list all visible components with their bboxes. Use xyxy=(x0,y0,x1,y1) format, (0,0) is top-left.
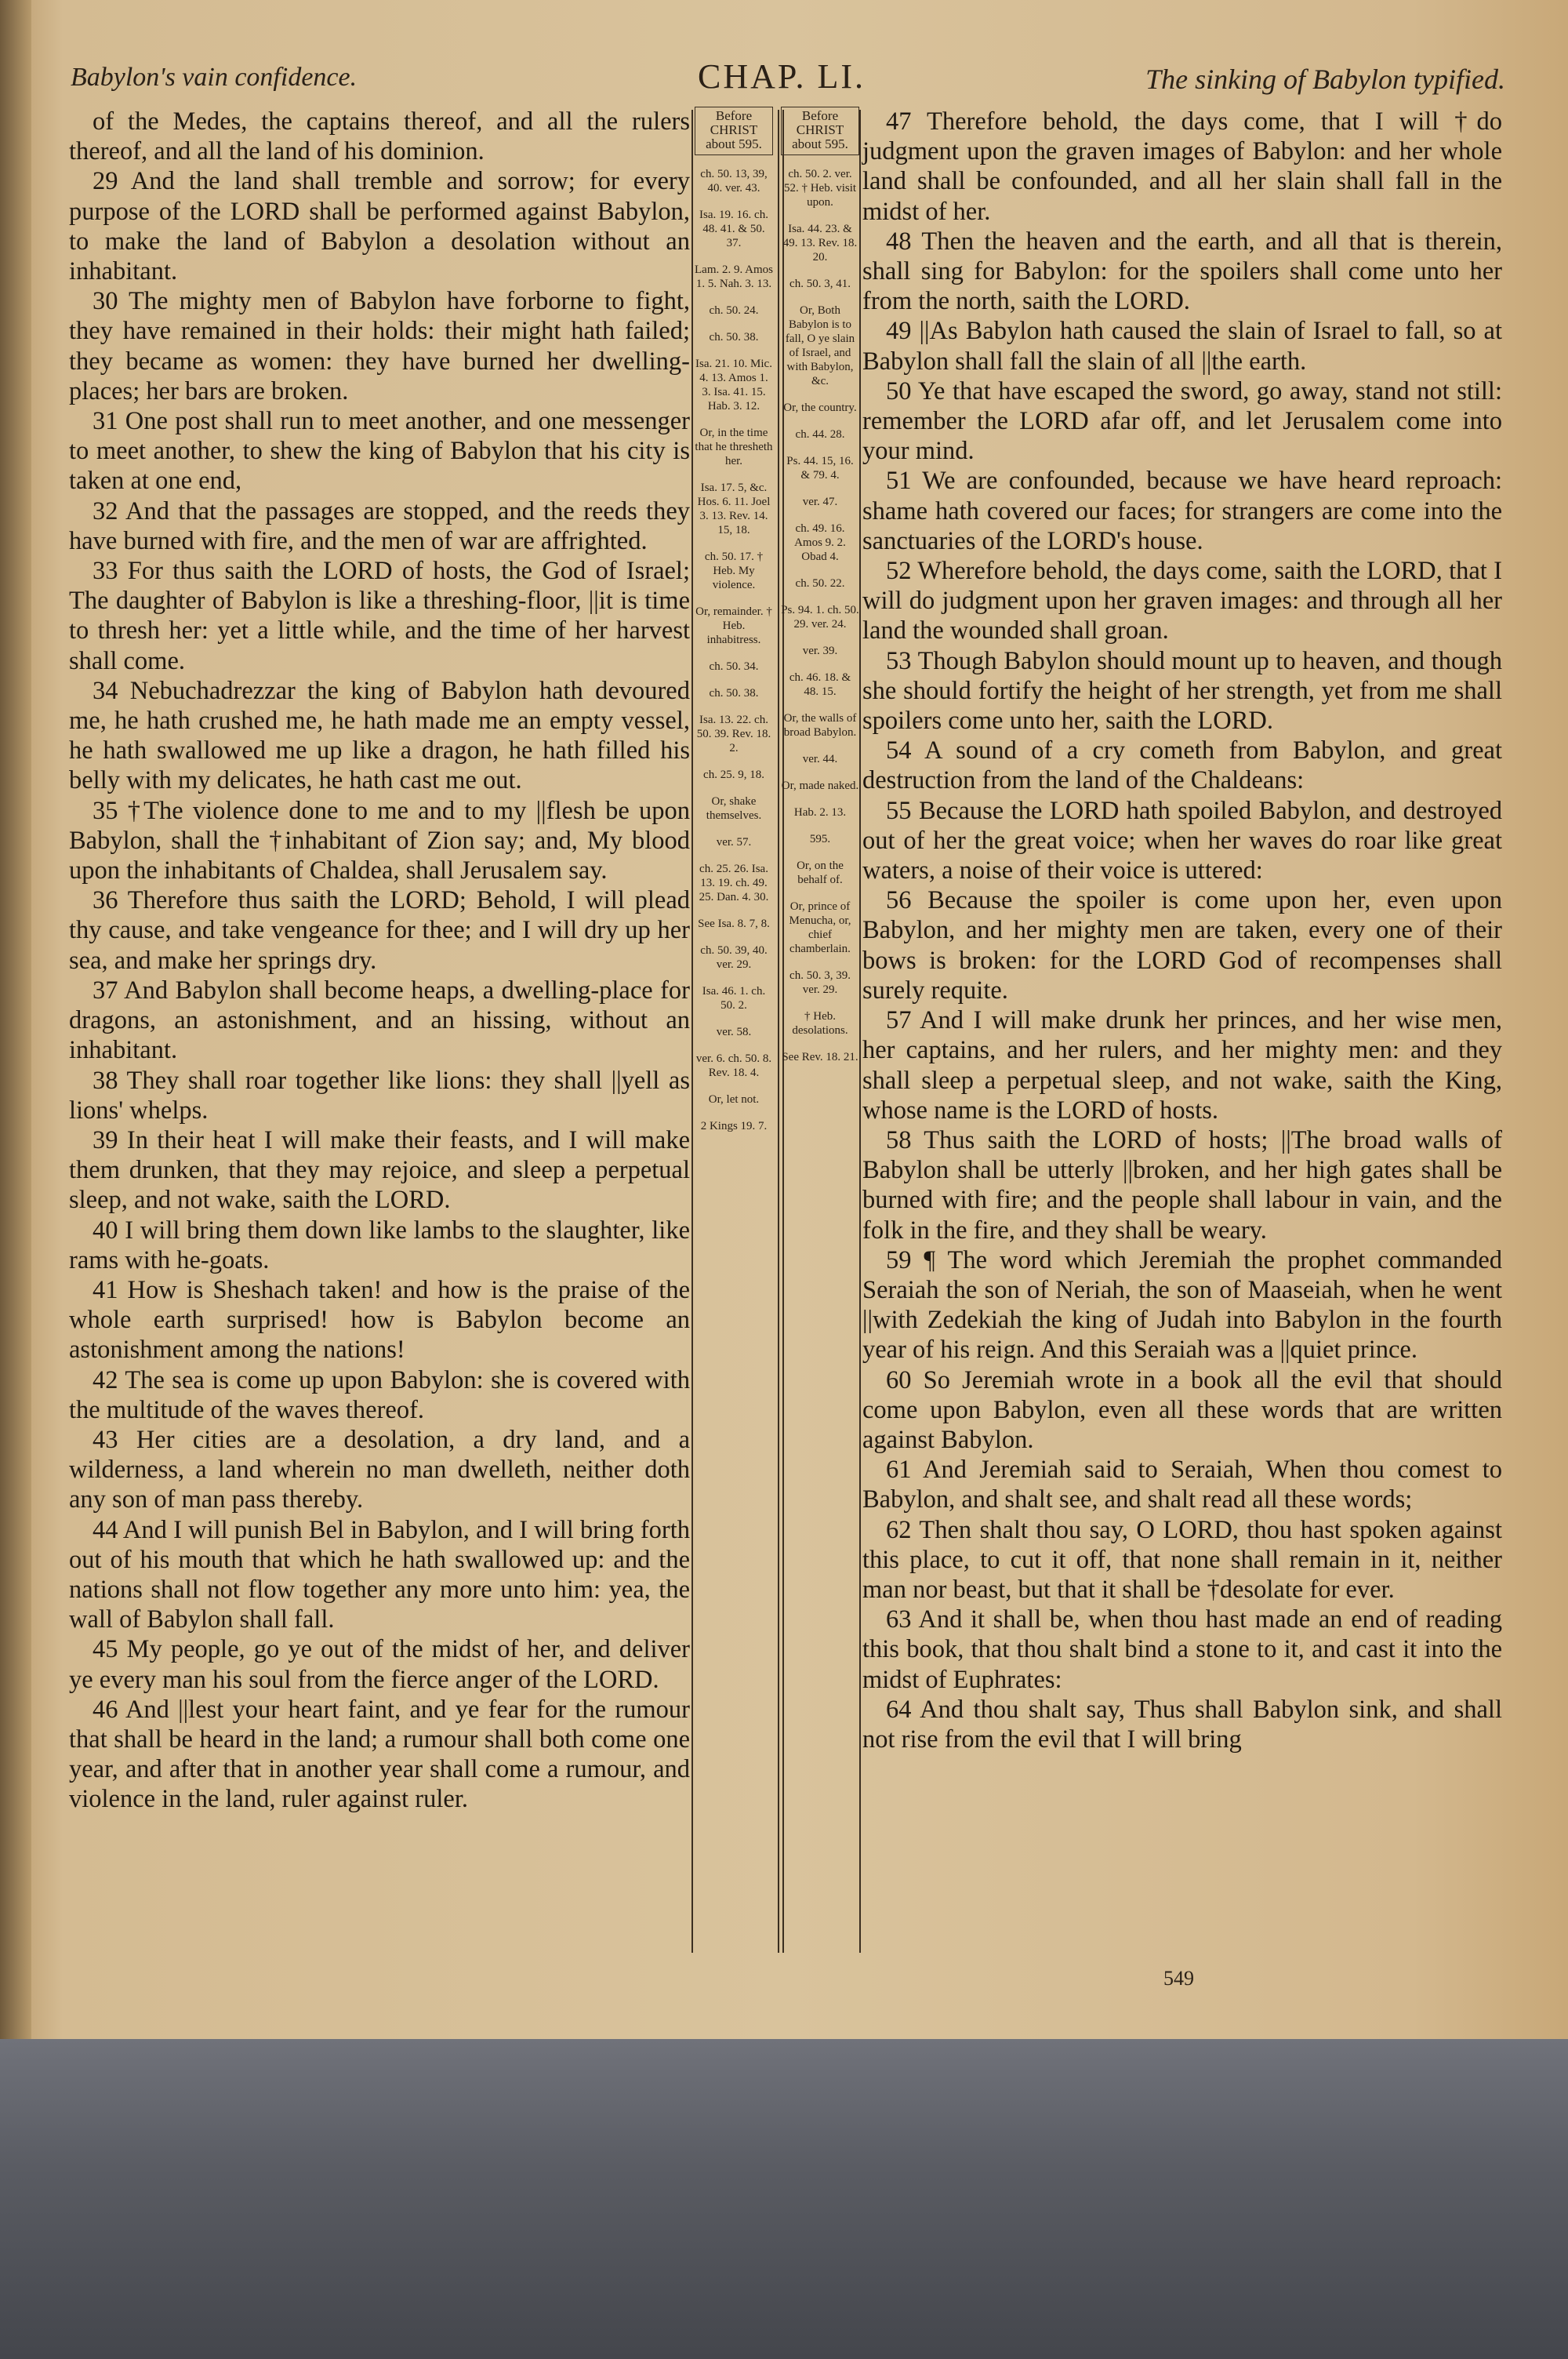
margin-note: ver. 39. xyxy=(802,645,838,657)
margin-note: Or, Both Babylon is to fall, O ye slain of Israel, and with Babylon, &c. xyxy=(785,304,855,387)
margin-note: See Rev. 18. 21. xyxy=(782,1051,858,1063)
verse: of the Medes, the captains thereof, and all the rulers thereof, and all the land of his dominion. xyxy=(69,107,690,166)
verse: 60 So Jeremiah wrote in a book all the evil that should come upon Babylon, even all these words that are written against Babylon. xyxy=(862,1365,1502,1454)
verse: 47 Therefore behold, the days come, that I will †do judgment upon the graven images of Babylon: and her whole land shall be confounded, and all her slain shall fall in the midst of her. xyxy=(862,107,1502,226)
margin-note: Isa. 21. 10. Mic. 4. 13. Amos 1. 3. Isa. 41. 15. Hab. 3. 12. xyxy=(695,358,772,413)
column-rule xyxy=(691,110,693,1953)
margin-note: Or, made naked. xyxy=(781,780,859,792)
margin-note: ch. 46. 18. & 48. 15. xyxy=(789,671,851,698)
verse: 33 For thus saith the LORD of hosts, the God of Israel; The daughter of Babylon is like a threshing-floor, ||it is time to thresh her: yet a little while, and the time of her harvest shall come. xyxy=(69,557,690,675)
margin-note: ch. 50. 24. xyxy=(709,304,759,317)
margin-note: ver. 58. xyxy=(716,1026,752,1038)
header-left: Babylon's vain confidence. xyxy=(71,63,358,92)
margin-note: ch. 50. 39, 40. ver. 29. xyxy=(700,944,768,971)
margin-note: ch. 50. 34. xyxy=(709,660,759,673)
verse: 53 Though Babylon should mount up to heaven, and though she should fortify the height of her strength, yet from me shall spoilers come unto her, saith the LORD. xyxy=(862,646,1502,736)
margin-note: ver. 44. xyxy=(802,753,838,765)
verse: 44 And I will punish Bel in Babylon, and I will bring forth out of his mouth that which he hath swallowed up: and the nations shall not flow together any more unto him: yea, the wall of Babylon shall fall. xyxy=(69,1515,690,1634)
margin-note: Ps. 94. 1. ch. 50. 29. ver. 24. xyxy=(781,604,859,631)
verse: 38 They shall roar together like lions: they shall ||yell as lions' whelps. xyxy=(69,1066,690,1125)
margin-note: ch. 25. 26. Isa. 13. 19. ch. 49. 25. Dan. 4. 30. xyxy=(699,863,769,903)
margin-note: ch. 25. 9, 18. xyxy=(703,769,764,781)
verse: 34 Nebuchadrezzar the king of Babylon hath devoured me, he hath crushed me, he hath made me an empty vessel, he hath swallowed me up like a dragon, he hath filled his belly with my delicates, he hath cast me out. xyxy=(69,676,690,795)
verse: 48 Then the heaven and the earth, and all that is therein, shall sing for Babylon: for the spoilers shall come unto her from the north, saith the LORD. xyxy=(862,227,1502,316)
margin-note: ch. 50. 22. xyxy=(795,577,845,590)
margin-note: Ps. 44. 15, 16. & 79. 4. xyxy=(786,455,854,482)
running-header xyxy=(47,53,1505,100)
margin-note: Or, remainder. † Heb. inhabitress. xyxy=(695,605,772,646)
column-rule xyxy=(859,110,861,1953)
verse: 64 And thou shalt say, Thus shall Babylon sink, and shall not rise from the evil that I will bring xyxy=(862,1695,1502,1754)
verse: 37 And Babylon shall become heaps, a dwelling-place for dragons, an astonishment, and an hissing, without an inhabitant. xyxy=(69,976,690,1065)
margin-note: ch. 50. 38. xyxy=(709,331,759,343)
margin-note: ch. 50. 38. xyxy=(709,687,759,700)
verse: 39 In their heat I will make their feasts, and I will make them drunken, that they may rejoice, and sleep a perpetual sleep, and not wake, saith the LORD. xyxy=(69,1125,690,1215)
verse: 62 Then shalt thou say, O LORD, thou hast spoken against this place, to cut it off, that none shall remain in it, neither man nor beast, but that it shall be †desolate for ever. xyxy=(862,1515,1502,1604)
verse: 57 And I will make drunk her princes, and her wise men, her captains, and her rulers, and her mighty men: and they shall sleep a perpetual sleep, and not wake, saith the King, whose name is the LORD of hosts. xyxy=(862,1006,1502,1125)
verse: 30 The mighty men of Babylon have forborne to fight, they have remained in their holds: their might hath failed; they became as women: they have burned her dwelling-places; her bars are broken. xyxy=(69,287,690,405)
verse: 56 Because the spoiler is come upon her, even upon Babylon, and her mighty men are taken, every one of their bows is broken: for the LORD God of recompenses shall surely requite. xyxy=(862,886,1502,1005)
column-rule xyxy=(778,110,779,1953)
margin-note: 2 Kings 19. 7. xyxy=(700,1120,768,1132)
verse: 59 ¶ The word which Jeremiah the prophet commanded Seraiah the son of Neriah, the son of Maaseiah, when he went ||with Zedekiah the king of Judah into Babylon in the fourth year of his reign. And this Seraiah was a ||quiet prince. xyxy=(862,1245,1502,1365)
margin-note: Isa. 13. 22. ch. 50. 39. Rev. 18. 2. xyxy=(696,714,771,754)
margin-note: Isa. 46. 1. ch. 50. 2. xyxy=(702,985,766,1012)
verse: 63 And it shall be, when thou hast made an end of reading this book, that thou shalt bind a stone to it, and cast it into the midst of Euphrates: xyxy=(862,1605,1502,1694)
before-christ-label: Before CHRIST about 595. xyxy=(781,107,859,155)
right-margin-references xyxy=(781,107,859,1077)
margin-note: ver. 6. ch. 50. 8. Rev. 18. 4. xyxy=(695,1052,772,1079)
margin-note: ver. 57. xyxy=(716,836,752,849)
verse: 52 Wherefore behold, the days come, saith the LORD, that I will do judgment upon her graven images: and through all her land the wounded shall groan. xyxy=(862,557,1502,645)
verse: 46 And ||lest your heart faint, and ye fear for the rumour that shall be heard in the land; a rumour shall both come one year, and after that in another year shall come a rumour, and violence in the land, ruler against ruler. xyxy=(69,1695,690,1814)
margin-note: Isa. 17. 5, &c. Hos. 6. 11. Joel 3. 13. Rev. 14. 15, 18. xyxy=(697,482,771,536)
verse: 35 †The violence done to me and to my ||flesh be upon Babylon, shall the †inhabitant of Zion say; and, My blood upon the inhabitants of Chaldea, shall Jerusalem say. xyxy=(69,796,690,885)
margin-note: ver. 47. xyxy=(802,496,838,508)
verse: 61 And Jeremiah said to Seraiah, When thou comest to Babylon, and shalt see, and shalt read all these words; xyxy=(862,1456,1502,1514)
verse: 36 Therefore thus saith the LORD; Behold, I will plead thy cause, and take vengeance for thee; and I will dry up her sea, and make her springs dry. xyxy=(69,886,690,975)
margin-note: Or, let not. xyxy=(708,1093,760,1106)
margin-note: ch. 50. 13, 39, 40. ver. 43. xyxy=(700,168,768,194)
margin-note: ch. 50. 3, 41. xyxy=(789,278,851,290)
margin-note: Or, prince of Menucha, or, chief chamberlain. xyxy=(789,900,851,955)
margin-note: Or, the walls of broad Babylon. xyxy=(783,712,857,739)
page-number: 549 xyxy=(1163,1967,1194,1990)
verse: 40 I will bring them down like lambs to the slaughter, like rams with he-goats. xyxy=(69,1216,690,1274)
margin-note: ch. 49. 16. Amos 9. 2. Obad 4. xyxy=(794,522,846,563)
verse: 31 One post shall run to meet another, and one messenger to meet another, to shew the king of Babylon that his city is taken at one end, xyxy=(69,407,690,496)
margin-note: Or, in the time that he thresheth her. xyxy=(695,427,773,467)
verse: 58 Thus saith the LORD of hosts; ||The broad walls of Babylon shall be utterly ||broken, and her high gates shall be burned with fire; and the people shall labour in vain, and the folk in the fire, and they shall be weary. xyxy=(862,1125,1502,1245)
header-right: The sinking of Babylon typified. xyxy=(1145,64,1505,95)
book-spine xyxy=(0,0,31,2039)
margin-note: Hab. 2. 13. xyxy=(793,806,847,819)
margin-note: ch. 44. 28. xyxy=(795,428,845,441)
left-text-column xyxy=(69,107,690,1815)
margin-note: Or, the country. xyxy=(783,402,857,414)
right-text-column xyxy=(862,107,1502,1754)
table-surface xyxy=(0,2039,1568,2359)
margin-note: See Isa. 8. 7, 8. xyxy=(698,918,770,930)
verse: 42 The sea is come up upon Babylon: she is covered with the multitude of the waves thereof. xyxy=(69,1365,690,1424)
verse: 41 How is Sheshach taken! and how is the praise of the whole earth surprised! how is Babylon become an astonishment among the nations! xyxy=(69,1275,690,1365)
margin-note: ch. 50. 17. † Heb. My violence. xyxy=(704,551,764,591)
margin-note: Or, on the behalf of. xyxy=(797,860,844,886)
verse: 50 Ye that have escaped the sword, go away, stand not still: remember the LORD afar off, and let Jerusalem come into your mind. xyxy=(862,376,1502,466)
verse: 51 We are confounded, because we have heard reproach: shame hath covered our faces; for strangers are come into the sanctuaries of the LORD's house. xyxy=(862,467,1502,555)
verse: 43 Her cities are a desolation, a dry land, and a wilderness, a land wherein no man dwelleth, neither doth any son of man pass thereby. xyxy=(69,1425,690,1514)
verse: 55 Because the LORD hath spoiled Babylon, and destroyed out of her the great voice; when her waves do roar like great waters, a noise of their voice is uttered: xyxy=(862,796,1502,885)
verse: 29 And the land shall tremble and sorrow; for every purpose of the LORD shall be performed against Babylon, to make the land of Babylon a desolation without an inhabitant. xyxy=(69,167,690,286)
margin-note: † Heb. desolations. xyxy=(792,1010,848,1037)
margin-note: Or, shake themselves. xyxy=(706,795,762,822)
margin-note: ch. 50. 2. ver. 52. † Heb. visit upon. xyxy=(783,168,857,209)
chapter-title: CHAP. LI. xyxy=(698,57,866,96)
verse: 49 ||As Babylon hath caused the slain of Israel to fall, so at Babylon shall fall the slain of all ||the earth. xyxy=(862,317,1502,376)
verse: 32 And that the passages are stopped, and the reeds they have burned with fire, and the men of war are affrighted. xyxy=(69,496,690,555)
before-christ-label: Before CHRIST about 595. xyxy=(695,107,773,155)
verse: 54 A sound of a cry cometh from Babylon, and great destruction from the land of the Chaldeans: xyxy=(862,736,1502,795)
left-margin-references xyxy=(695,107,773,1146)
margin-note: Isa. 44. 23. & 49. 13. Rev. 18. 20. xyxy=(782,223,858,264)
verse: 45 My people, go ye out of the midst of her, and deliver ye every man his soul from the fierce anger of the LORD. xyxy=(69,1635,690,1694)
margin-note: ch. 50. 3, 39. ver. 29. xyxy=(789,969,851,996)
margin-note: 595. xyxy=(809,833,831,845)
margin-note: Isa. 19. 16. ch. 48. 41. & 50. 37. xyxy=(699,209,768,249)
margin-note: Lam. 2. 9. Amos 1. 5. Nah. 3. 13. xyxy=(695,264,773,290)
